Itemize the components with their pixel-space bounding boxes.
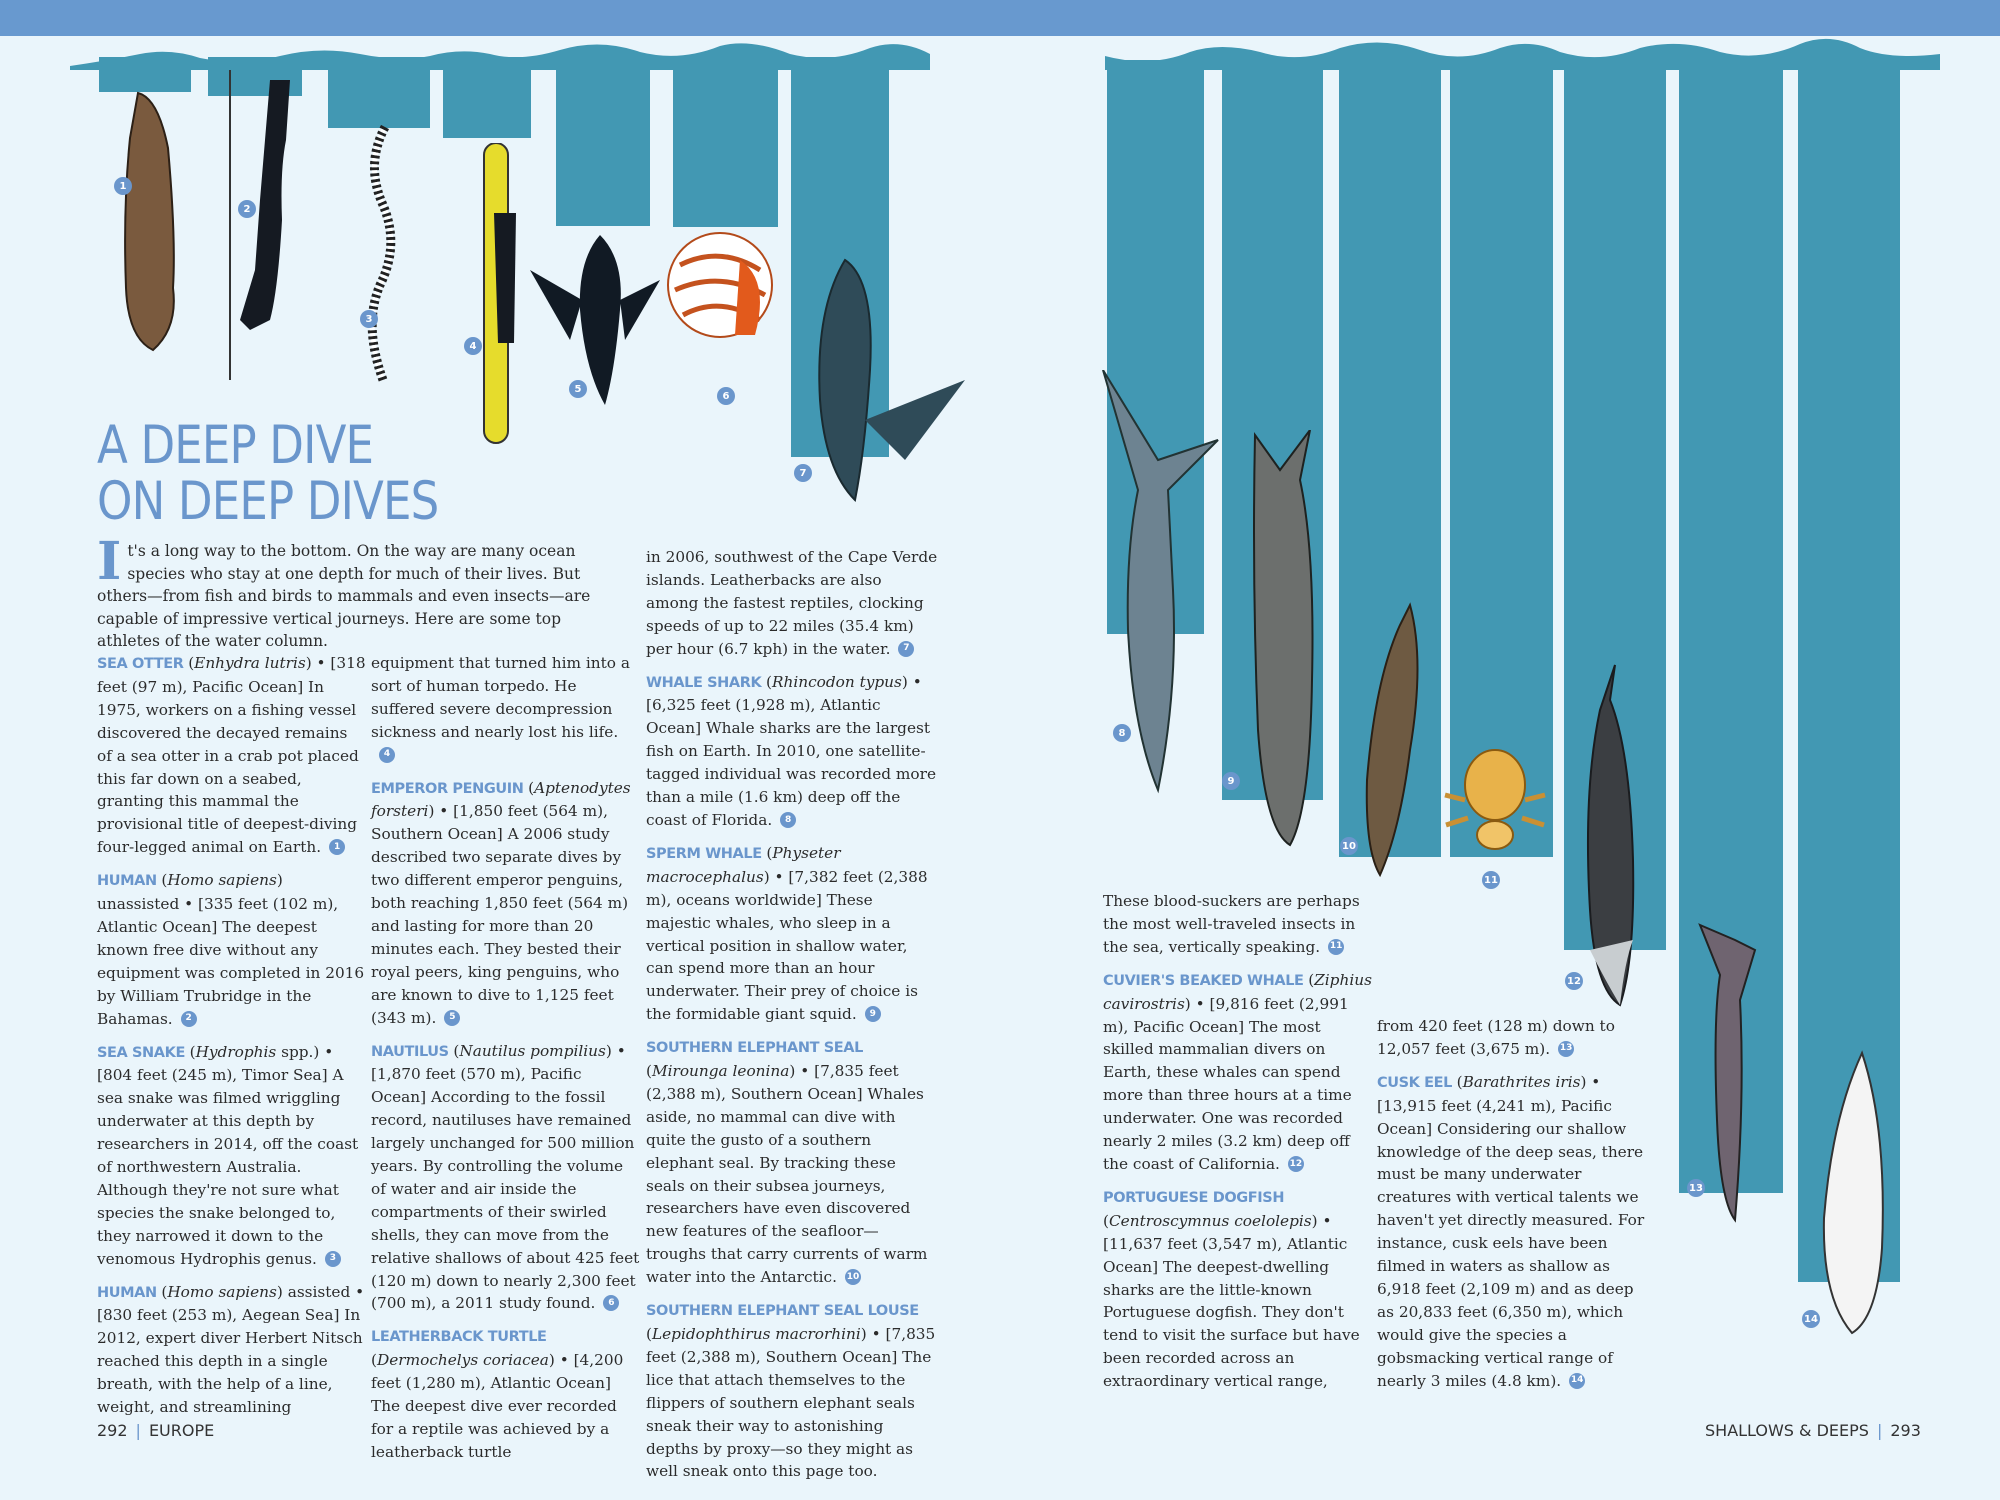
intro-text: t's a long way to the bottom. On the way are many ocean species who stay at one depth for much of their lives. But others—from fish and birds to mammals and even insects—are capable of impressive vertical journeys. Here are some top athletes of the water column.: [97, 542, 591, 651]
entry-text: spp.) • [804 feet (245 m), Timor Sea] A sea snake was filmed wriggling underwater at this depth by researchers in 2014, off the coast of northwestern Australia. Although they're not sure what species the snake belonged to, they narrowed it down to the venomous Hydrophis genus.: [97, 1042, 359, 1268]
human-freediver-illustration: [220, 70, 310, 390]
scientific-name: (Homo sapiens): [161, 871, 283, 890]
scientific-name: (Lepidophthirus macrorhini): [646, 1325, 867, 1343]
marker-6: 6: [717, 387, 735, 405]
reference-marker: 5: [444, 1010, 460, 1026]
sea-otter-illustration: [118, 88, 188, 358]
species-name: SOUTHERN ELEPHANT SEAL LOUSE: [646, 1303, 919, 1320]
entry-text: • [11,637 feet (3,547 m), Atlantic Ocean] The deepest-dwelling sharks are the little-known Portuguese dogfish. They don't tend to visit the surface but have been recorded across an extraordinary vertical range,: [1103, 1211, 1360, 1391]
scientific-name: (Rhincodon typus): [766, 672, 908, 691]
scientific-name: (Homo sapiens): [161, 1282, 283, 1301]
section-name-left: EUROPE: [148, 1421, 215, 1440]
entry-text: • [7,835 feet (2,388 m), Southern Ocean] Whales aside, no mammal can dive with quite the gusto of a southern elephant seal. By tracking these seals on their subsea journeys, researchers have even discovered new features of the seafloor—troughs that carry currents of warm water into the Antarctic.: [646, 1062, 928, 1287]
species-entry: [646, 671, 938, 832]
marker-13: 13: [1687, 1179, 1705, 1197]
reference-marker: 6: [603, 1295, 619, 1311]
reference-marker: 12: [1288, 1156, 1304, 1172]
species-entry: [97, 869, 367, 1030]
footer-separator: |: [135, 1421, 141, 1440]
species-name: WHALE SHARK: [646, 674, 766, 691]
scientific-name: (Barathrites iris): [1456, 1072, 1587, 1091]
text-column-1: [97, 652, 367, 1429]
drop-cap: I: [97, 531, 122, 592]
marker-1: 1: [114, 177, 132, 195]
scientific-name: (Enhydra lutris): [188, 654, 312, 672]
species-entry: [371, 777, 641, 1030]
reference-marker: 10: [845, 1269, 861, 1285]
reference-marker: 1: [329, 839, 345, 855]
species-name: LEATHERBACK TURTLE: [371, 1329, 547, 1346]
entry-text: These blood-suckers are perhaps the most well-traveled insects in the sea, vertically speaking.: [1103, 892, 1360, 956]
marker-4: 4: [464, 337, 482, 355]
footer-right: [1705, 1421, 1921, 1440]
species-name: NAUTILUS: [371, 1043, 454, 1060]
entry-text: assisted • [830 feet (253 m), Aegean Sea] In 2012, expert diver Herbert Nitsch reached this depth in a single breath, with the help of a line, weight, and streamlining: [97, 1282, 365, 1417]
footer-separator: |: [1876, 1421, 1883, 1440]
entry-text: • [6,325 feet (1,928 m), Atlantic Ocean] Whale sharks are the largest fish on Earth. In 2010, one satellite-tagged individual was recorded more than a mile (1.6 km) deep off the coast of Florida.: [646, 672, 936, 829]
species-entry: [1103, 1186, 1373, 1393]
species-entry: [646, 1299, 938, 1483]
entry-text: • [7,835 feet (2,388 m), Southern Ocean] The lice that attach themselves to the flippers of southern elephant seals sneak their way to astonishing depths by proxy—so they might as well sneak onto this page too.: [646, 1325, 936, 1481]
reference-marker: 14: [1569, 1373, 1585, 1389]
depth-bar-5: [556, 57, 650, 226]
marker-2: 2: [238, 200, 256, 218]
species-name: CUVIER'S BEAKED WHALE: [1103, 972, 1309, 989]
footer-left: [97, 1421, 214, 1440]
species-name: SEA OTTER: [97, 656, 189, 672]
species-entry: [371, 652, 641, 767]
reference-marker: 8: [780, 812, 796, 828]
seal-louse-illustration: [1440, 740, 1550, 860]
depth-bar-11: [1450, 60, 1553, 857]
reference-marker: 13: [1558, 1041, 1574, 1057]
species-entry: [371, 1040, 641, 1316]
species-entry: [1103, 890, 1373, 959]
species-entry: [646, 842, 938, 1026]
entry-text: unassisted • [335 feet (102 m), Atlantic Ocean] The deepest known free dive without any equipment was completed in 2016 by William Trubridge in the Bahamas.: [97, 895, 365, 1028]
entry-text: • [4,200 feet (1,280 m), Atlantic Ocean] The deepest dive ever recorded for a reptile was achieved by a leatherback turtle: [371, 1351, 624, 1461]
species-entry: [1377, 1071, 1647, 1393]
reference-marker: 9: [865, 1006, 881, 1022]
species-name: HUMAN: [97, 873, 162, 890]
species-entry: [1103, 969, 1373, 1176]
marker-9: 9: [1222, 772, 1240, 790]
entry-text: in 2006, southwest of the Cape Verde islands. Leatherbacks are also among the fastest reptiles, clocking speeds of up to 22 miles (35.4 km) per hour (6.7 kph) in the water.: [646, 548, 938, 658]
marker-12: 12: [1565, 972, 1583, 990]
scientific-name: (Mirounga leonina): [646, 1062, 796, 1081]
species-entry: [646, 1036, 938, 1289]
entry-text: • [13,915 feet (4,241 m), Pacific Ocean] Considering our shallow knowledge of the deep seas, there must be many underwater creatures with vertical talents we haven't yet directly measured. For instance, cusk eels have been filmed in waters as shallow as 6,918 feet (2,109 m) and as deep as 20,833 feet (6,350 m), which would give the species a gobsmacking vertical range of nearly 3 miles (4.8 km).: [1377, 1072, 1645, 1390]
cuviers-beaked-whale-illustration: [1575, 660, 1650, 1010]
assisted-diver-sled-illustration: [478, 143, 528, 448]
marker-8: 8: [1113, 724, 1131, 742]
depth-bar-6: [673, 57, 778, 227]
entry-text: • [1,850 feet (564 m), Southern Ocean] A 2006 study described two separate dives by two different emperor penguins, both reaching 1,850 feet (564 m) and lasting for more than 20 minutes each. They bested their royal peers, king penguins, who are known to dive to 1,125 feet (343 m).: [371, 802, 629, 1027]
species-entry: [1377, 1015, 1647, 1061]
species-entry: [371, 1325, 641, 1463]
marker-10: 10: [1340, 837, 1358, 855]
page-title: [97, 415, 439, 532]
scientific-name: (Nautilus pompilius): [453, 1041, 612, 1060]
sperm-whale-illustration: [1240, 430, 1330, 850]
species-name: SOUTHERN ELEPHANT SEAL: [646, 1040, 863, 1057]
cusk-eel-illustration: [1812, 1048, 1892, 1338]
species-entry: [97, 1281, 367, 1419]
entry-text: from 420 feet (128 m) down to 12,057 feet (3,675 m).: [1377, 1017, 1615, 1058]
species-name: CUSK EEL: [1377, 1074, 1457, 1091]
scientific-name: (Dermochelys coriacea): [371, 1351, 555, 1370]
intro-paragraph: [97, 531, 617, 653]
sea-snake-illustration: [355, 125, 405, 385]
title-line-1: A DEEP DIVE: [97, 415, 374, 476]
entry-text: • [7,382 feet (2,388 m), oceans worldwide] These majestic whales, who sleep in a vertical position in shallow water, can spend more than an hour underwater. Their prey of choice is the formidable giant squid.: [646, 867, 928, 1024]
species-entry: [97, 1041, 367, 1271]
marker-5: 5: [569, 380, 587, 398]
marker-14: 14: [1802, 1310, 1820, 1328]
species-entry: [97, 652, 367, 859]
scientific-name: (Ziphius cavirostris): [1103, 970, 1372, 1013]
text-column-2: [371, 652, 641, 1474]
reference-marker: 2: [181, 1011, 197, 1027]
text-column-4: [1103, 890, 1373, 1403]
species-name: SPERM WHALE: [646, 845, 767, 862]
species-name: HUMAN: [97, 1284, 162, 1301]
scientific-name: (Centroscymnus coelolepis): [1103, 1211, 1318, 1230]
entry-text: • [1,870 feet (570 m), Pacific Ocean] According to the fossil record, nautiluses have remained largely unchanged for 500 million years. By controlling the volume of water and air inside the compartments of their swirled shells, they can move from the relative shallows of about 425 feet (120 m) down to nearly 2,300 feet (700 m), a 2011 study found.: [371, 1041, 640, 1313]
species-entry: [646, 546, 938, 661]
scientific-name: (Physeter macrocephalus): [646, 843, 841, 886]
page-number-left: 292: [97, 1421, 128, 1440]
depth-bar-3: [328, 57, 430, 128]
leatherback-turtle-illustration: [795, 250, 975, 510]
title-line-2: ON DEEP DIVES: [97, 471, 439, 532]
text-column-3: [646, 546, 938, 1493]
entry-text: • [9,816 feet (2,991 m), Pacific Ocean] The most skilled mammalian divers on Earth, these whales can spend more than three hours at a time underwater. One was recorded nearly 2 miles (3.2 km) deep off the coast of California.: [1103, 994, 1352, 1173]
reference-marker: 3: [325, 1251, 341, 1267]
emperor-penguin-illustration: [530, 230, 670, 410]
depth-bar-4: [443, 57, 531, 138]
nautilus-illustration: [665, 225, 785, 365]
marker-11: 11: [1482, 871, 1500, 889]
species-name: SEA SNAKE: [97, 1044, 190, 1061]
marker-3: 3: [360, 310, 378, 328]
section-name-right: SHALLOWS & DEEPS: [1705, 1421, 1869, 1440]
species-name: EMPEROR PENGUIN: [371, 780, 529, 797]
text-column-5: [1377, 1015, 1647, 1403]
scientific-name: (Hydrophis: [189, 1042, 277, 1061]
reference-marker: 11: [1328, 939, 1344, 955]
marker-7: 7: [794, 464, 812, 482]
scientific-name: (Aptenodytes forsteri): [371, 778, 631, 821]
entry-text: equipment that turned him into a sort of human torpedo. He suffered severe decompression sickness and nearly lost his life.: [371, 654, 630, 741]
portuguese-dogfish-illustration: [1695, 920, 1765, 1230]
entry-text: • [318 feet (97 m), Pacific Ocean] In 1975, workers on a fishing vessel discovered the decayed remains of a sea otter in a crab pot placed this far down on a seabed, granting this mammal the provisional title of deepest-diving four-legged animal on Earth.: [97, 654, 366, 857]
elephant-seal-illustration: [1355, 600, 1435, 880]
reference-marker: 7: [898, 641, 914, 657]
page-number-right: 293: [1890, 1421, 1921, 1440]
species-name: PORTUGUESE DOGFISH: [1103, 1189, 1285, 1206]
reference-marker: 4: [379, 747, 395, 763]
depth-bar-1: [99, 57, 191, 92]
